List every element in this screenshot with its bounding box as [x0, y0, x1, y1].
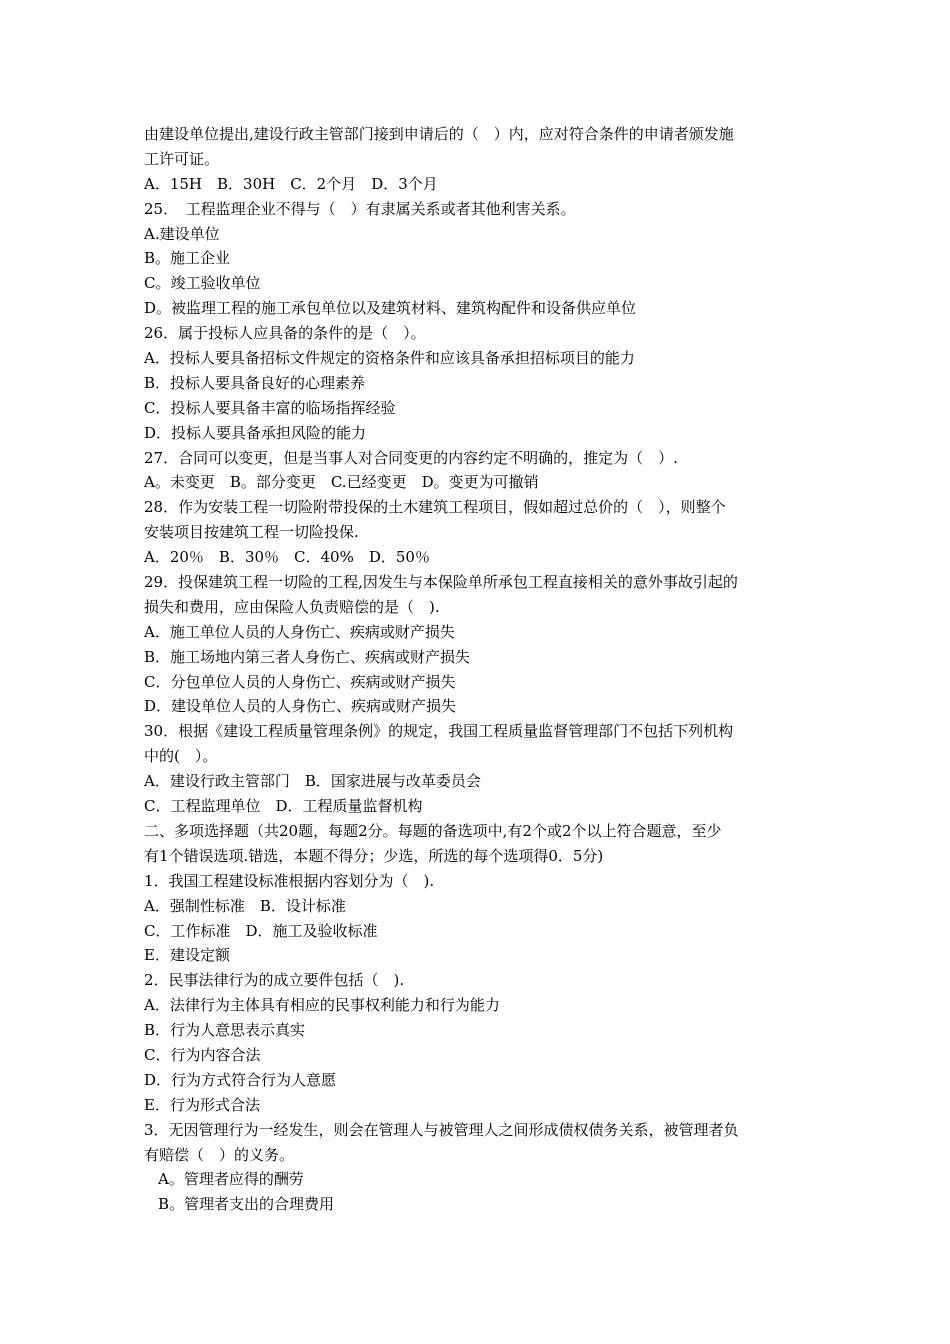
option-line: C．行为内容合法 — [144, 1045, 261, 1064]
question-multi-2: 2．民事法律行为的成立要件包括（ ). — [144, 971, 405, 990]
option-line: E．行为形式合法 — [144, 1095, 260, 1114]
section-heading: 有1个错误选项.错选，本题不得分；少选，所选的每个选项得0．5分) — [144, 846, 604, 865]
option-line: D。被监理工程的施工承包单位以及建筑材料、建筑构配件和设备供应单位 — [144, 299, 637, 318]
question-26: 26．属于投标人应具备的条件的是（ ）。 — [144, 324, 426, 343]
question-27: 27．合同可以变更，但是当事人对合同变更的内容约定不明确的，推定为（ ）. — [144, 448, 678, 467]
question-29: 29．投保建筑工程一切险的工程,因发生与本保险单所承包工程直接相关的意外事故引起的 — [144, 573, 738, 592]
option-line: C。竣工验收单位 — [144, 274, 261, 293]
option-line: D．行为方式符合行为人意愿 — [144, 1070, 337, 1089]
option-line: A．建设行政主管部门 B．国家进展与改革委员会 — [144, 772, 481, 791]
question-text-line: 有赔偿（ ）的义务。 — [144, 1145, 295, 1164]
option-line: B。施工企业 — [144, 249, 231, 268]
option-line: A．15H B．30H C．2个月 D．3个月 — [144, 174, 438, 193]
option-line: B．行为人意思表示真实 — [144, 1021, 306, 1040]
question-text-line: 安装项目按建筑工程一切险投保. — [144, 523, 359, 542]
option-line: C．分包单位人员的人身伤亡、疾病或财产损失 — [144, 672, 456, 691]
option-line: C．工作标准 D．施工及验收标准 — [144, 921, 378, 940]
question-multi-3: 3．无因管理行为一经发生，则会在管理人与被管理人之间形成债权债务关系，被管理者负 — [144, 1120, 739, 1139]
option-line: A。未变更 B。部分变更 C.已经变更 D。变更为可撤销 — [144, 473, 539, 492]
option-line: D．投标人要具备承担风险的能力 — [144, 423, 367, 442]
question-text-line: 中的( ）。 — [144, 747, 218, 766]
option-line: C．投标人要具备丰富的临场指挥经验 — [144, 398, 396, 417]
option-line: E．建设定额 — [144, 946, 230, 965]
document-page — [144, 122, 814, 1217]
option-line: A．法律行为主体具有相应的民事权利能力和行为能力 — [144, 996, 500, 1015]
option-line: A．强制性标准 B．设计标准 — [144, 896, 346, 915]
question-text-line: 损失和费用，应由保险人负责赔偿的是（ ). — [144, 597, 440, 616]
option-line: A．20％ B．30％ C．40% D．50％ — [144, 548, 430, 567]
option-line: A．施工单位人员的人身伤亡、疾病或财产损失 — [144, 622, 455, 641]
option-line: B．投标人要具备良好的心理素养 — [144, 373, 366, 392]
section-heading: 二、多项选择题（共20题，每题2分。每题的备选项中,有2个或2个以上符合题意，至少 — [144, 821, 722, 840]
option-line: D．建设单位人员的人身伤亡、疾病或财产损失 — [144, 697, 457, 716]
option-line: A。管理者应得的酬劳 — [158, 1170, 304, 1189]
question-text-line: 工许可证。 — [144, 149, 220, 168]
option-line: C．工程监理单位 D．工程质量监督机构 — [144, 797, 423, 816]
question-text-line: 由建设单位提出,建设行政主管部门接到申请后的（ ）内，应对符合条件的申请者颁发施 — [144, 125, 734, 143]
option-line: A.建设单位 — [144, 224, 220, 243]
question-30: 30．根据《建设工程质量管理条例》的规定，我国工程质量监督管理部门不包括下列机构 — [144, 722, 734, 741]
option-line: A．投标人要具备招标文件规定的资格条件和应该具备承担招标项目的能力 — [144, 349, 635, 368]
question-28: 28．作为安装工程一切险附带投保的土木建筑工程项目，假如超过总价的（ ），则整个 — [144, 498, 726, 517]
question-25: 25． 工程监理企业不得与（ ）有隶属关系或者其他利害关系。 — [144, 199, 576, 218]
question-multi-1: 1．我国工程建设标准根据内容划分为（ ). — [144, 871, 435, 890]
option-line: B。管理者支出的合理费用 — [158, 1195, 335, 1214]
option-line: B．施工场地内第三者人身伤亡、疾病或财产损失 — [144, 647, 471, 666]
